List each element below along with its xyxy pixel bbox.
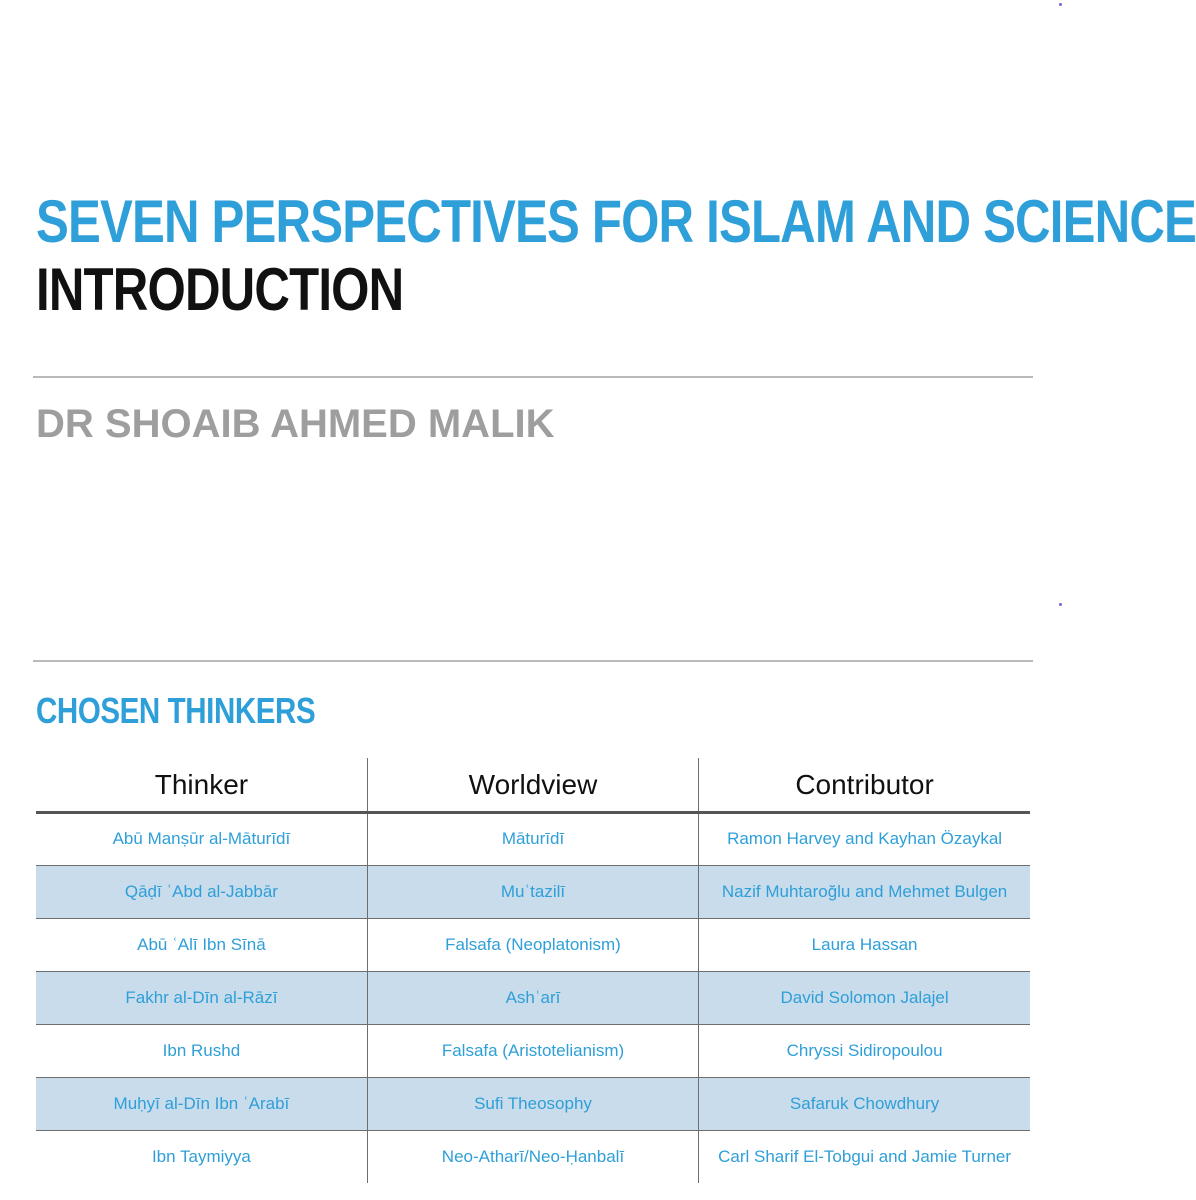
section-heading: CHOSEN THINKERS [36, 690, 316, 731]
worldview-cell: Māturīdī [367, 812, 698, 865]
table-row [36, 812, 1030, 865]
table-row [36, 918, 1030, 971]
column-header-contributor: Contributor [699, 758, 1030, 812]
contributor-cell: David Solomon Jalajel [699, 971, 1030, 1024]
corner-marker [1059, 3, 1062, 6]
table-row [36, 865, 1030, 918]
thinker-cell: Abū ʿAlī Ibn Sīnā [36, 918, 367, 971]
page-title: SEVEN PERSPECTIVES FOR ISLAM AND SCIENCE [36, 188, 1196, 255]
author-name: DR SHOAIB AHMED MALIK [36, 402, 555, 446]
thinkers-table [36, 758, 1030, 1183]
table-row [36, 971, 1030, 1024]
thinker-cell: Fakhr al-Dīn al-Rāzī [36, 971, 367, 1024]
thinker-cell: Ibn Taymiyya [151, 1146, 251, 1166]
worldview-cell: Muʿtazilī [367, 865, 698, 918]
worldview-cell: Neo-Atharī/Neo-Ḥanbalī [367, 1130, 698, 1183]
worldview-cell: Ashʿarī [367, 971, 698, 1024]
divider [33, 376, 1033, 378]
worldview-cell: Sufi Theosophy [367, 1077, 698, 1130]
worldview-cell: Falsafa (Neoplatonism) [367, 918, 698, 971]
contributor-cell: Ramon Harvey and Kayhan Özaykal [699, 812, 1030, 865]
thinker-cell: Muḥyī al-Dīn Ibn ʿArabī [36, 1077, 367, 1130]
table-row [36, 1130, 1030, 1183]
contributor-cell: Chryssi Sidiropoulou [699, 1024, 1030, 1077]
worldview-cell: Falsafa (Aristotelianism) [367, 1024, 698, 1077]
table-header-row [36, 758, 1030, 812]
column-header-worldview: Worldview [367, 758, 698, 812]
thinker-cell: Ibn Rushd [36, 1024, 367, 1077]
thinker-cell: Qāḍī ʿAbd al-Jabbār [36, 865, 367, 918]
column-header-thinker: Thinker [36, 758, 367, 812]
contributor-cell: Safaruk Chowdhury [699, 1077, 1030, 1130]
table-row [36, 1024, 1030, 1077]
corner-marker [1059, 603, 1062, 606]
table-row [36, 1077, 1030, 1130]
contributor-cell: Carl Sharif El-Tobgui and Jamie Turner [699, 1130, 1030, 1183]
contributor-cell: Nazif Muhtaroğlu and Mehmet Bulgen [699, 865, 1030, 918]
thinker-cell: Abū Manṣūr al-Māturīdī [36, 812, 367, 865]
contributor-cell: Laura Hassan [699, 918, 1030, 971]
divider [33, 660, 1033, 662]
page-subtitle: INTRODUCTION [36, 256, 404, 323]
